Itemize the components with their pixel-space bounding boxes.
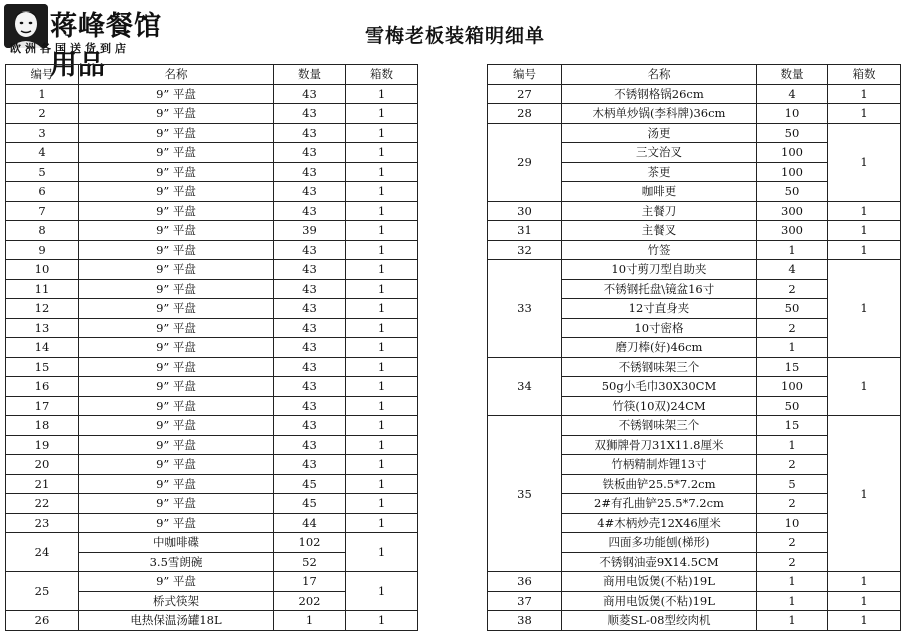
cell-name: 9” 平盘 <box>79 474 274 494</box>
cell-name: 3.5雪朗碗 <box>79 552 274 572</box>
cell-boxes: 1 <box>346 416 418 436</box>
cell-name: 9” 平盘 <box>79 494 274 514</box>
cell-boxes: 1 <box>828 240 901 260</box>
cell-name: 10寸密格 <box>562 318 757 338</box>
cell-name: 9” 平盘 <box>79 357 274 377</box>
cell-boxes: 1 <box>346 338 418 358</box>
cell-no: 36 <box>488 572 562 592</box>
cell-name: 竹柄精制炸锂13寸 <box>562 455 757 475</box>
cell-qty: 2 <box>757 318 828 338</box>
cell-qty: 100 <box>757 143 828 163</box>
cell-no: 15 <box>6 357 79 377</box>
cell-no: 13 <box>6 318 79 338</box>
cell-no: 21 <box>6 474 79 494</box>
cell-name: 4#木柄炒壳12X46厘米 <box>562 513 757 533</box>
cell-name: 9” 平盘 <box>79 377 274 397</box>
cell-name: 9” 平盘 <box>79 123 274 143</box>
cell-qty: 43 <box>274 143 346 163</box>
cell-no: 16 <box>6 377 79 397</box>
table-row <box>6 572 418 592</box>
cell-qty: 15 <box>757 416 828 436</box>
table-row <box>488 221 901 241</box>
cell-name: 桥式筷架 <box>79 591 274 611</box>
cell-qty: 5 <box>757 474 828 494</box>
cell-name: 9” 平盘 <box>79 416 274 436</box>
cell-boxes: 1 <box>346 123 418 143</box>
cell-qty: 43 <box>274 123 346 143</box>
cell-qty: 50 <box>757 123 828 143</box>
cell-boxes: 1 <box>346 435 418 455</box>
cell-boxes: 1 <box>346 240 418 260</box>
cell-name: 主餐叉 <box>562 221 757 241</box>
cell-boxes: 1 <box>828 123 901 201</box>
table-row <box>488 123 901 143</box>
table-row <box>488 260 901 280</box>
cell-name: 9” 平盘 <box>79 396 274 416</box>
cell-no: 6 <box>6 182 79 202</box>
cell-qty: 4 <box>757 84 828 104</box>
table-row <box>6 396 418 416</box>
cell-name: 顺菱SL-08型绞肉机 <box>562 611 757 631</box>
cell-qty: 44 <box>274 513 346 533</box>
cell-boxes: 1 <box>346 162 418 182</box>
header-name: 名称 <box>79 65 274 85</box>
cell-name: 不锈钢味架三个 <box>562 357 757 377</box>
cell-qty: 1 <box>757 572 828 592</box>
cell-boxes: 1 <box>346 377 418 397</box>
cell-boxes: 1 <box>346 572 418 611</box>
table-row <box>6 201 418 221</box>
cell-qty: 100 <box>757 162 828 182</box>
cell-no: 12 <box>6 299 79 319</box>
cell-name: 9” 平盘 <box>79 104 274 124</box>
table-row <box>6 513 418 533</box>
cell-boxes: 1 <box>346 494 418 514</box>
cell-qty: 43 <box>274 260 346 280</box>
cell-no: 18 <box>6 416 79 436</box>
cell-qty: 2 <box>757 533 828 553</box>
table-row <box>6 494 418 514</box>
cell-name: 木柄单炒锅(李科牌)36cm <box>562 104 757 124</box>
cell-no: 24 <box>6 533 79 572</box>
cell-qty: 50 <box>757 182 828 202</box>
cell-boxes: 1 <box>828 201 901 221</box>
cell-qty: 43 <box>274 182 346 202</box>
cell-qty: 43 <box>274 84 346 104</box>
cell-qty: 2 <box>757 455 828 475</box>
cell-name: 咖啡更 <box>562 182 757 202</box>
logo-subtitle: 欧洲各国送货到店 <box>10 42 130 55</box>
cell-name: 9” 平盘 <box>79 455 274 475</box>
cell-name: 9” 平盘 <box>79 260 274 280</box>
table-row <box>488 201 901 221</box>
table-row <box>6 611 418 631</box>
cell-no: 19 <box>6 435 79 455</box>
cell-qty: 45 <box>274 474 346 494</box>
table-row <box>6 357 418 377</box>
table-body <box>6 84 418 630</box>
table-row <box>6 143 418 163</box>
table-row <box>488 84 901 104</box>
table-header-row <box>6 65 418 85</box>
cell-qty: 43 <box>274 299 346 319</box>
cell-name: 9” 平盘 <box>79 182 274 202</box>
cell-boxes: 1 <box>346 260 418 280</box>
cell-no: 32 <box>488 240 562 260</box>
cell-qty: 43 <box>274 416 346 436</box>
cell-name: 9” 平盘 <box>79 143 274 163</box>
cell-no: 8 <box>6 221 79 241</box>
table-row <box>6 182 418 202</box>
cell-name: 磨刀棒(好)46cm <box>562 338 757 358</box>
cell-name: 竹筷(10双)24CM <box>562 396 757 416</box>
cell-qty: 300 <box>757 201 828 221</box>
table-header-row <box>488 65 901 85</box>
table-row <box>488 104 901 124</box>
cell-qty: 43 <box>274 396 346 416</box>
cell-no: 3 <box>6 123 79 143</box>
cell-name: 9” 平盘 <box>79 201 274 221</box>
cell-qty: 43 <box>274 279 346 299</box>
cell-boxes: 1 <box>828 104 901 124</box>
cell-boxes: 1 <box>828 416 901 572</box>
cell-qty: 52 <box>274 552 346 572</box>
table-row <box>488 240 901 260</box>
cell-no: 4 <box>6 143 79 163</box>
cell-boxes: 1 <box>828 84 901 104</box>
cell-qty: 43 <box>274 162 346 182</box>
cell-name: 电热保温汤罐18L <box>79 611 274 631</box>
cell-name: 2#有孔曲铲25.5*7.2cm <box>562 494 757 514</box>
table-row <box>6 104 418 124</box>
table-row <box>6 260 418 280</box>
cell-name: 9” 平盘 <box>79 279 274 299</box>
cell-boxes: 1 <box>346 455 418 475</box>
cell-no: 23 <box>6 513 79 533</box>
header-boxes: 箱数 <box>828 65 901 85</box>
cell-name: 9” 平盘 <box>79 299 274 319</box>
cell-qty: 43 <box>274 435 346 455</box>
cell-qty: 10 <box>757 104 828 124</box>
cell-no: 30 <box>488 201 562 221</box>
cell-name: 9” 平盘 <box>79 221 274 241</box>
cell-boxes: 1 <box>828 611 901 631</box>
table-row <box>488 416 901 436</box>
table-row <box>6 299 418 319</box>
cell-no: 22 <box>6 494 79 514</box>
cell-qty: 2 <box>757 279 828 299</box>
cell-qty: 2 <box>757 552 828 572</box>
cell-qty: 15 <box>757 357 828 377</box>
cell-qty: 2 <box>757 494 828 514</box>
cell-boxes: 1 <box>346 474 418 494</box>
cell-name: 不锈钢味架三个 <box>562 416 757 436</box>
cell-no: 14 <box>6 338 79 358</box>
cell-name: 茶更 <box>562 162 757 182</box>
cell-boxes: 1 <box>828 260 901 358</box>
cell-qty: 102 <box>274 533 346 553</box>
cell-qty: 100 <box>757 377 828 397</box>
cell-boxes: 1 <box>346 221 418 241</box>
cell-qty: 43 <box>274 104 346 124</box>
cell-boxes: 1 <box>828 357 901 416</box>
cell-qty: 1 <box>757 611 828 631</box>
cell-name: 不锈钢油壶9X14.5CM <box>562 552 757 572</box>
cell-qty: 1 <box>757 240 828 260</box>
cell-no: 31 <box>488 221 562 241</box>
header-no: 编号 <box>6 65 79 85</box>
cell-no: 37 <box>488 591 562 611</box>
table-row <box>488 357 901 377</box>
cell-qty: 10 <box>757 513 828 533</box>
cell-no: 29 <box>488 123 562 201</box>
cell-boxes: 1 <box>828 572 901 592</box>
cell-no: 25 <box>6 572 79 611</box>
cell-boxes: 1 <box>346 104 418 124</box>
cell-no: 35 <box>488 416 562 572</box>
cell-name: 商用电饭煲(不粘)19L <box>562 572 757 592</box>
cell-name: 9” 平盘 <box>79 435 274 455</box>
cell-name: 9” 平盘 <box>79 162 274 182</box>
cell-name: 9” 平盘 <box>79 84 274 104</box>
table-row <box>6 338 418 358</box>
cell-qty: 1 <box>274 611 346 631</box>
cell-name: 铁板曲铲25.5*7.2cm <box>562 474 757 494</box>
cell-qty: 4 <box>757 260 828 280</box>
cell-qty: 50 <box>757 299 828 319</box>
cell-qty: 50 <box>757 396 828 416</box>
cell-name: 双狮牌骨刀31X11.8厘米 <box>562 435 757 455</box>
cell-boxes: 1 <box>346 611 418 631</box>
table-row <box>6 377 418 397</box>
packing-table-left <box>5 64 418 631</box>
cell-name: 9” 平盘 <box>79 240 274 260</box>
cell-boxes: 1 <box>346 299 418 319</box>
cell-no: 20 <box>6 455 79 475</box>
table-row <box>6 416 418 436</box>
cell-qty: 1 <box>757 435 828 455</box>
cell-boxes: 1 <box>346 84 418 104</box>
cell-name: 12寸直身夹 <box>562 299 757 319</box>
table-row <box>6 279 418 299</box>
cell-no: 2 <box>6 104 79 124</box>
cell-qty: 43 <box>274 338 346 358</box>
cell-boxes: 1 <box>828 221 901 241</box>
cell-boxes: 1 <box>346 279 418 299</box>
cell-name: 50g小毛巾30X30CM <box>562 377 757 397</box>
cell-no: 27 <box>488 84 562 104</box>
header-name: 名称 <box>562 65 757 85</box>
cell-name: 9” 平盘 <box>79 338 274 358</box>
cell-name: 汤更 <box>562 123 757 143</box>
table-row <box>488 611 901 631</box>
cell-name: 中咖啡碟 <box>79 533 274 553</box>
table-row <box>6 435 418 455</box>
cell-boxes: 1 <box>346 201 418 221</box>
cell-no: 7 <box>6 201 79 221</box>
cell-no: 11 <box>6 279 79 299</box>
cell-qty: 43 <box>274 201 346 221</box>
cell-name: 9” 平盘 <box>79 572 274 592</box>
cell-name: 不锈钢托盘\镜盆16寸 <box>562 279 757 299</box>
cell-qty: 1 <box>757 338 828 358</box>
cell-name: 不锈钢格锅26cm <box>562 84 757 104</box>
table-row <box>6 162 418 182</box>
cell-qty: 202 <box>274 591 346 611</box>
cell-boxes: 1 <box>346 318 418 338</box>
cell-qty: 1 <box>757 591 828 611</box>
cell-boxes: 1 <box>346 143 418 163</box>
header-boxes: 箱数 <box>346 65 418 85</box>
cell-no: 1 <box>6 84 79 104</box>
packing-table-right <box>487 64 901 631</box>
cell-no: 38 <box>488 611 562 631</box>
cell-no: 34 <box>488 357 562 416</box>
header-qty: 数量 <box>274 65 346 85</box>
cell-qty: 43 <box>274 455 346 475</box>
cell-name: 竹签 <box>562 240 757 260</box>
table-row <box>6 84 418 104</box>
cell-no: 33 <box>488 260 562 358</box>
cell-qty: 43 <box>274 318 346 338</box>
table-row <box>6 533 418 553</box>
cell-boxes: 1 <box>346 533 418 572</box>
cell-qty: 17 <box>274 572 346 592</box>
cell-qty: 43 <box>274 240 346 260</box>
header-no: 编号 <box>488 65 562 85</box>
cell-qty: 45 <box>274 494 346 514</box>
cell-qty: 43 <box>274 357 346 377</box>
cell-boxes: 1 <box>346 357 418 377</box>
table-row <box>6 221 418 241</box>
cell-name: 主餐刀 <box>562 201 757 221</box>
table-body <box>488 84 901 630</box>
header-qty: 数量 <box>757 65 828 85</box>
cell-no: 17 <box>6 396 79 416</box>
table-row <box>6 455 418 475</box>
cell-boxes: 1 <box>346 182 418 202</box>
logo-name: 蒋峰餐馆用品 <box>50 11 162 81</box>
cell-no: 10 <box>6 260 79 280</box>
cell-no: 26 <box>6 611 79 631</box>
cell-boxes: 1 <box>828 591 901 611</box>
table-row <box>6 474 418 494</box>
cell-qty: 39 <box>274 221 346 241</box>
cell-name: 9” 平盘 <box>79 513 274 533</box>
cell-name: 商用电饭煲(不粘)19L <box>562 591 757 611</box>
cell-no: 9 <box>6 240 79 260</box>
table-row <box>6 318 418 338</box>
cell-name: 四面多功能刨(梯形) <box>562 533 757 553</box>
table-row <box>6 240 418 260</box>
cell-no: 5 <box>6 162 79 182</box>
table-row <box>488 591 901 611</box>
table-row <box>488 572 901 592</box>
cell-boxes: 1 <box>346 513 418 533</box>
cell-name: 9” 平盘 <box>79 318 274 338</box>
cell-qty: 43 <box>274 377 346 397</box>
cell-name: 10寸剪刀型自助夹 <box>562 260 757 280</box>
cell-name: 三文治叉 <box>562 143 757 163</box>
cell-no: 28 <box>488 104 562 124</box>
table-row <box>6 123 418 143</box>
cell-boxes: 1 <box>346 396 418 416</box>
page-title: 雪梅老板装箱明细单 <box>364 25 545 47</box>
cell-qty: 300 <box>757 221 828 241</box>
